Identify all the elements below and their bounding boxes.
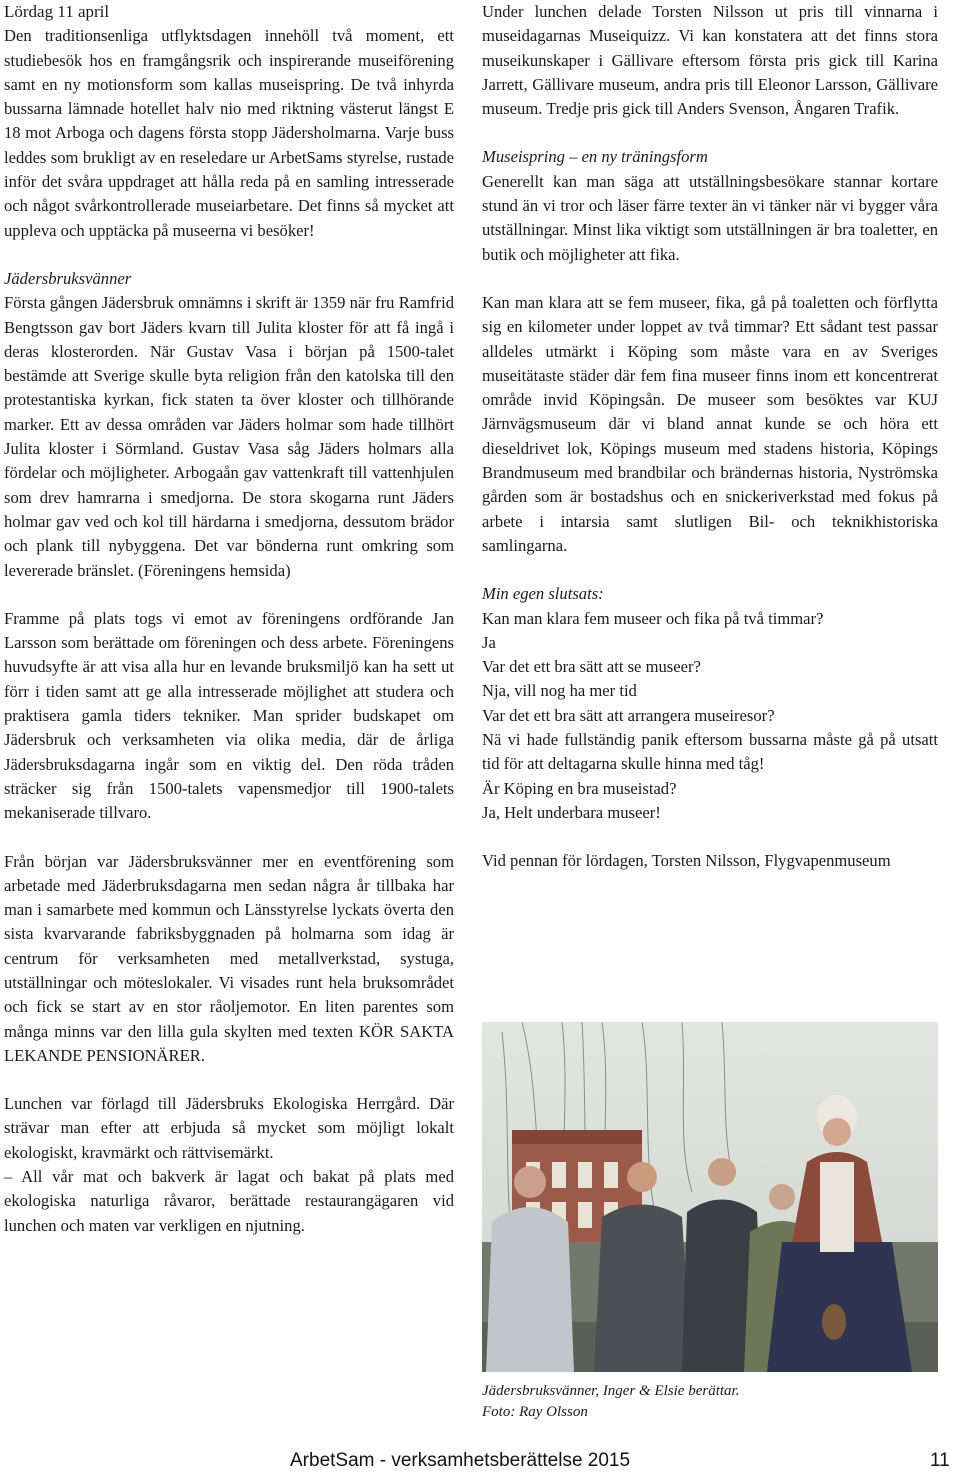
qa-line: Ja [482, 632, 496, 652]
restaurant-quote-paragraph: – All vår mat och bakverk är lagat och bakat på plats med ekologiska naturliga råvaror, berättade restaurangägaren vid lunchen och maten var verkligen en njutning. [4, 1167, 454, 1235]
history-paragraph: Första gången Jädersbruk omnämns i skrift är 1359 när fru Ramfrid Bengtsson gav bort Jäders kvarn till Julita kloster för att få ingå i deras klosterorden. När Gustav Vasa i början på 1500-talet bestämde att Sverige skulle byta religion från den katolska till den protestantiska kyrkan, fick staten ta över kloster och tillhörande marker. Ett av dessa områden var Jäders holmar som hade tillhört Julita kloster i Sörmland. Gustav Vasa såg Jäders holmars alla fördelar och möjligheter. Arbogaån gav vattenkraft till vattenhjulen som drev hamrarna i smedjorna. De stora skogarna runt Jäders holmar gav ved och kol till härdarna i smedjorna, dessutom brädor och plank till nybyggena. Det var bönderna runt omkring som levererade bränslet. (Föreningens hemsida) [4, 293, 454, 580]
qa-line: Ja, Helt underbara museer! [482, 802, 661, 822]
photo-caption [482, 1381, 739, 1423]
page-number: 11 [930, 1450, 950, 1471]
subheading-conclusion: Min egen slutsats: [482, 584, 604, 604]
section-date-heading: Lördag 11 april [4, 2, 110, 21]
signature: Vid pennan för lördagen, Torsten Nilsson, Flygvapenmuseum [482, 851, 891, 871]
qa-line: Var det ett bra sätt att arrangera museiresor? [482, 705, 775, 725]
caption-text: Jädersbruksvänner, Inger & Elsie berättar. [482, 1383, 740, 1399]
footer-title: ArbetSam - verksamhetsberättelse 2015 [290, 1450, 631, 1471]
subheading-museispring: Museispring – en ny träningsform [482, 147, 708, 167]
right-column [482, 0, 938, 874]
group-photo [482, 1022, 938, 1372]
lunch-paragraph: Lunchen var förlagd till Jädersbruks Ekologiska Herrgård. Där strävar man efter att erbjuda så mycket som möjligt lokalt ekologiskt, kravmärkt och rättvisemärkt. [4, 1094, 454, 1162]
qa-line: Nä vi hade fullständig panik eftersom bussarna måste gå på utsatt tid för att deltagarna skulle hinna med tåg! [482, 730, 938, 774]
qa-line: Är Köping en bra museistad? [482, 778, 677, 798]
photo-credit: Foto: Ray Olsson [482, 1404, 588, 1420]
quiz-paragraph: Under lunchen delade Torsten Nilsson ut pris till vinnarna i museidagarnas Museiquizz. Vi kan konstatera att det finns stora museikunskaper i Gällivare eftersom första pris gick till Karina Jarrett, Gällivare museum, andra pris till Eleonor Larsson, Gällivare museum. Tredje pris gick till Anders Svenson, Ångaren Trafik. [482, 2, 938, 119]
subheading-jadersbruksvanner: Jädersbruksvänner [4, 268, 132, 288]
association-paragraph: Från början var Jädersbruksvänner mer en eventförening som arbetade med Jäderbruksdagarna men sedan några år tillbaka har man i samarbete med kommun och Länsstyrelse lyckats överta den sista kvarvarande fabriksbyggnaden på holmarna som idag är centrum för verksamheten med metallverkstad, systuga, utställningar och möteslokaler. Vi visades runt hela bruksområdet och fick se start av en stor råoljemotor. En liten parentes som många minns var den lilla gula skylten med texten KÖR SAKTA LEKANDE PENSIONÄRER. [4, 851, 454, 1065]
qa-line: Kan man klara fem museer och fika på två timmar? [482, 608, 824, 628]
qa-line: Var det ett bra sätt att se museer? [482, 657, 701, 677]
photo-illustration [482, 1022, 938, 1372]
intro-paragraph: Den traditionsenliga utflyktsdagen innehöll två moment, ett studiebesök hos en framgångsrik och inspirerande museiförening samt en ny motionsform som kallas museispring. De två inhyrda bussarna lämnade hotellet halv nio med riktning västerut längst E 18 mot Arboga och dagens första stopp Jädersholmarna. Varje buss leddes som brukligt av en reseledare ur ArbetSams styrelse, rustade inför det svåra uppdraget att hålla reda på en samling intresserade och något svårkontrollerade museiarbetare. Det finns så mycket att uppleva och upptäcka på museerna vi besöker! [4, 26, 454, 240]
left-column [4, 0, 454, 1238]
koping-paragraph: Kan man klara att se fem museer, fika, gå på toaletten och förflytta sig en kilometer under loppet av två timmar? Ett sådant test passar alldeles utmärkt i Köping som måste vara en av Sveriges museitätaste städer där fem fina museer finns inom ett koncentrerat område invid Köpingsån. De museer som besöktes var KUJ Järnvägsmuseum där vi bland annat kunde se och höra ett dieseldrivet lok, Köpings museum med stadens historia, Köpings Brandmuseum med brandbilar och brändernas historia, Nyströmska gården som är bostadshus och en snickeriverkstad med fokus på arbete i intarsia samt slutligen Bil- och teknikhistoriska samlingarna. [482, 292, 938, 555]
qa-line: Nja, vill nog ha mer tid [482, 681, 637, 701]
visitor-paragraph: Generellt kan man säga att utställningsbesökare stannar kortare stund än vi tror och läser färre texter än vi tänker när vi bygger våra utställningar. Minst lika viktigt som utställningen är bra toaletter, en butik och möjligheter att fika. [482, 171, 938, 264]
reception-paragraph: Framme på plats togs vi emot av föreningens ordförande Jan Larsson som berättade om föreningen och dess arbete. Föreningens huvudsyfte är att visa alla hur en levande bruksmiljö kan ha sett ut förr i tiden samt att ge alla intresserade möjlighet att studera och praktisera gamla tiders tekniker. Man sprider budskapet om Jädersbruk och verksamheten via olika media, där de årliga Jädersbruksdagarna ingår som en viktig del. Den röda tråden sträcker sig från 1500-talets vapensmedjor till 1900-talets mekaniserade tillvaro. [4, 608, 454, 823]
